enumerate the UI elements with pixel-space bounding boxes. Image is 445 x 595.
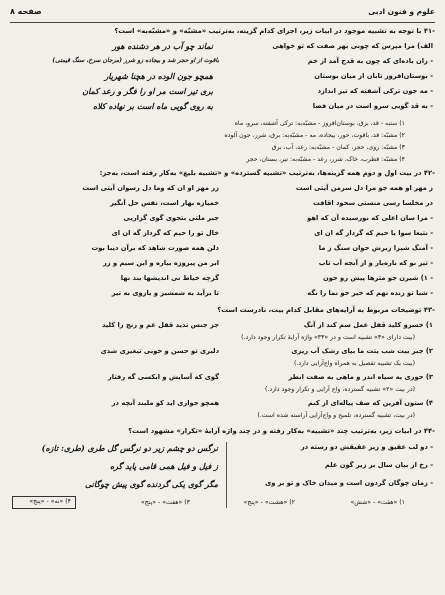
q41-prompt: -۴۱ با توجه به تشبیه موجود در ابیات زیر، اجزای کدام گزینه، به‌ترتیب «مشبّه» و «مشبّه‌به» است؟ bbox=[114, 27, 435, 35]
q41-verse-right-4: - به قد گویی سرو است در میان فضا bbox=[312, 102, 433, 110]
q44-option-2[interactable]: ۲) «هشت» - «پنج» bbox=[243, 499, 295, 506]
q41-verse-left-2: همچو جون الوده در هچنا شهریار bbox=[104, 71, 213, 81]
q43-verse-left-2: گوی که آسایش و ایکسی گه رفتار bbox=[107, 373, 219, 381]
q43-verse-left-3: همچو جواری اید کو ملبند آنچه در bbox=[111, 399, 219, 407]
q44-number: -۴۴ bbox=[423, 427, 435, 435]
q41-option-2[interactable]: ۲) مشبّه: قد، باقوت، حور، بیجاده، مه - مشبّه‌به: برق، شرر، جون آلوده bbox=[224, 132, 405, 139]
q41-verse-left-0: نماند چو آب در هر دشنده هور bbox=[112, 41, 213, 51]
q44-verse-right-1: - رخ از بیان سال بر زیر گون علم bbox=[324, 461, 433, 469]
q42-verse-left-3: خال تو را حیم که گرداز گه ان ای bbox=[111, 229, 219, 237]
q42-verse-left-5: ابر من پیروزه بیاره و این سیم و زر bbox=[102, 259, 219, 267]
q42-verse-left-4: دلن همه صورت شاهد که برآن دیبا بوت bbox=[91, 244, 219, 252]
q43-note-1: (بیت یک تشبیه تفصیل به همراه واج‌آرایی دارد.) bbox=[293, 360, 415, 367]
q43-verse-left-1: دلبری تو حسن و خوبی تیغیری شدی bbox=[100, 347, 219, 355]
q43-verse-right-0[interactable]: ۱) خسرو کلید قفل عمل سم کند از آنگ bbox=[303, 321, 433, 329]
q41-verse-right-2: - بوستان‌افروز تابان از میان بوستان bbox=[314, 72, 433, 80]
q41-verse-right-3: - مه جون ترکی آشفته که تیر اندازد bbox=[317, 87, 433, 95]
q43-verse-right-1[interactable]: ۲) جبر بیت شب یتت ما بیای رشک آب ریزی bbox=[291, 347, 433, 355]
q43-prompt: -۴۳ توضیحات مربوط به آرایه‌های مقابل کدام بیت، نادرست است؟ bbox=[217, 306, 435, 314]
q44-verse-left-0: نرگس دو چشم زیر دو نرگس گل طری (طری: تازه) bbox=[41, 443, 218, 453]
book-title: علوم و فنون ادبی bbox=[368, 7, 435, 16]
q42-verse-right-1: در مخلسا رسی منستی سحود اقافت bbox=[313, 199, 433, 207]
q44-column-divider bbox=[226, 442, 227, 508]
q42-verse-left-0: زر مهر او ان که وما دل رسوان آیتی است bbox=[82, 184, 219, 192]
q44-verse-right-0: - دو لب عقیق و زیر عقیقش دو رسته در bbox=[300, 443, 433, 451]
q42-prompt: -۴۲ در بیت اول و دوم همه گزینه‌ها، به‌ترتیب «تشبیه گسترده» و «تشبیه بلیغ» به‌کار رفته است، به‌جز: bbox=[99, 169, 435, 177]
page-header bbox=[10, 8, 435, 20]
q41-number: -۴۱ bbox=[423, 27, 435, 35]
q42-number: -۴۲ bbox=[423, 169, 435, 177]
q43-note-0: (بیت دارای «۳» تشبیه است و در «۳۳» واژه آرایهٔ تکرار وجود دارد.) bbox=[241, 334, 415, 341]
q42-verse-right-2: - مرا سان اعلی که نورسیده آن که اهو bbox=[307, 214, 433, 222]
q41-verse-right-1: - زان باده‌ای که چون به قدح آمد از خم bbox=[307, 57, 433, 65]
q42-verse-right-4: - آمنگ شیرا زبرش حوان سنگ ز ما bbox=[318, 244, 433, 252]
q44-option-3[interactable]: ۳) «هفت» - «پنج» bbox=[140, 499, 190, 506]
q42-verse-right-6: - ۱) شیرن جو مثرها پیش رو حون bbox=[322, 274, 433, 282]
header-divider bbox=[10, 22, 435, 23]
q44-verse-left-1: ز فیل و فیل همی قامی پاید گره bbox=[109, 461, 218, 471]
q44-verse-right-2: - زمان چوگان گردون است و میدان خاک و تو بر وی bbox=[265, 479, 433, 487]
q44-option-1[interactable]: ۱) «هفت» - «شش» bbox=[350, 499, 405, 506]
q42-verse-left-1: خمیازه بهار است، نفس حل آنگیر bbox=[110, 199, 219, 207]
q43-number: -۴۳ bbox=[423, 306, 435, 314]
q42-verse-left-6: گرچه خیاط نی اندیشها بند نها bbox=[120, 274, 219, 282]
q43-verse-left-0: جز جنس تدید قفل عم و رنج را کلید bbox=[101, 321, 219, 329]
q41-option-3[interactable]: ۳) مشبّه: روی، حجر، کمان - مشبّه‌به: رعد، آب، برق bbox=[271, 144, 405, 151]
q43-verse-right-3[interactable]: ۴) ستون آفرین که صف پیاله‌ای از کنم bbox=[307, 399, 433, 407]
q41-verse-left-1: باقوت از او حجر شد و بیجاده زو شرر (مرجان سرخ، سنگ قیمتی) bbox=[52, 57, 219, 64]
q44-verse-left-2: مگر گوی یکی گردنده گوی پیش چوگانی bbox=[84, 479, 218, 489]
q41-option-1[interactable]: ۱) ستبه - قد، برق، بوستان‌افروز - مشبّه‌به: ترکی آشفته، سرو، ماه bbox=[234, 120, 405, 127]
q43-note-3: (در بیت، تشبیه گسترده، تلمیح و واج‌آرایی آراسته شده است.) bbox=[257, 412, 415, 419]
page-number: صفحه ۸ bbox=[10, 7, 42, 16]
q43-note-2: (در بیت «۲» تشبیه گسترده، واج آرایی و تکرار وجود دارد.) bbox=[264, 386, 415, 393]
q41-verse-right-0: الف) مرا مپرس که چونی بهر صفت که تو خواهی bbox=[272, 42, 433, 50]
q42-verse-right-0: ز مهر او همه جو مرا دل سرمن آیتی است bbox=[295, 184, 433, 192]
q42-verse-left-2: جبر ملتی بتجوی گوی گزاریی bbox=[123, 214, 219, 222]
q44-option-4[interactable]: ۴) «نه» - «پنج» bbox=[29, 498, 71, 505]
q42-verse-right-5: - تیر نو که ناره‌بار و از آنجه آب تاب bbox=[318, 259, 433, 267]
q43-verse-right-2[interactable]: ۳) حوری به سیاه اندر و ماهی به صفت انطر bbox=[288, 373, 433, 381]
q41-verse-left-4: به روی گویی ماه است بر نهاده کلاه bbox=[92, 101, 213, 111]
q41-option-4[interactable]: ۴) مشبّه: قطرب، خاک، شرر، رعد - مشبّه‌به: تیر، بستان، حجر bbox=[246, 156, 405, 163]
q42-verse-right-3: - نتبعا سوا یا حیم که گرداز گه ان ای bbox=[314, 229, 433, 237]
q44-prompt: -۴۴ در ابیات زیر، به‌ترتیب چند «تشبیه» به‌کار رفته و در چند واژه آرایهٔ «تکرار» مشهود است؟ bbox=[128, 427, 435, 435]
q41-verse-left-3: بری تیر است مر او را فگر و رعد کمان bbox=[82, 86, 213, 96]
q42-verse-right-7: - شبا تو زنده نهم که خیر حو نما را نگه bbox=[307, 289, 433, 297]
q42-verse-left-7: تا برآید به شمشیر و بازوی به تیر bbox=[111, 289, 219, 297]
